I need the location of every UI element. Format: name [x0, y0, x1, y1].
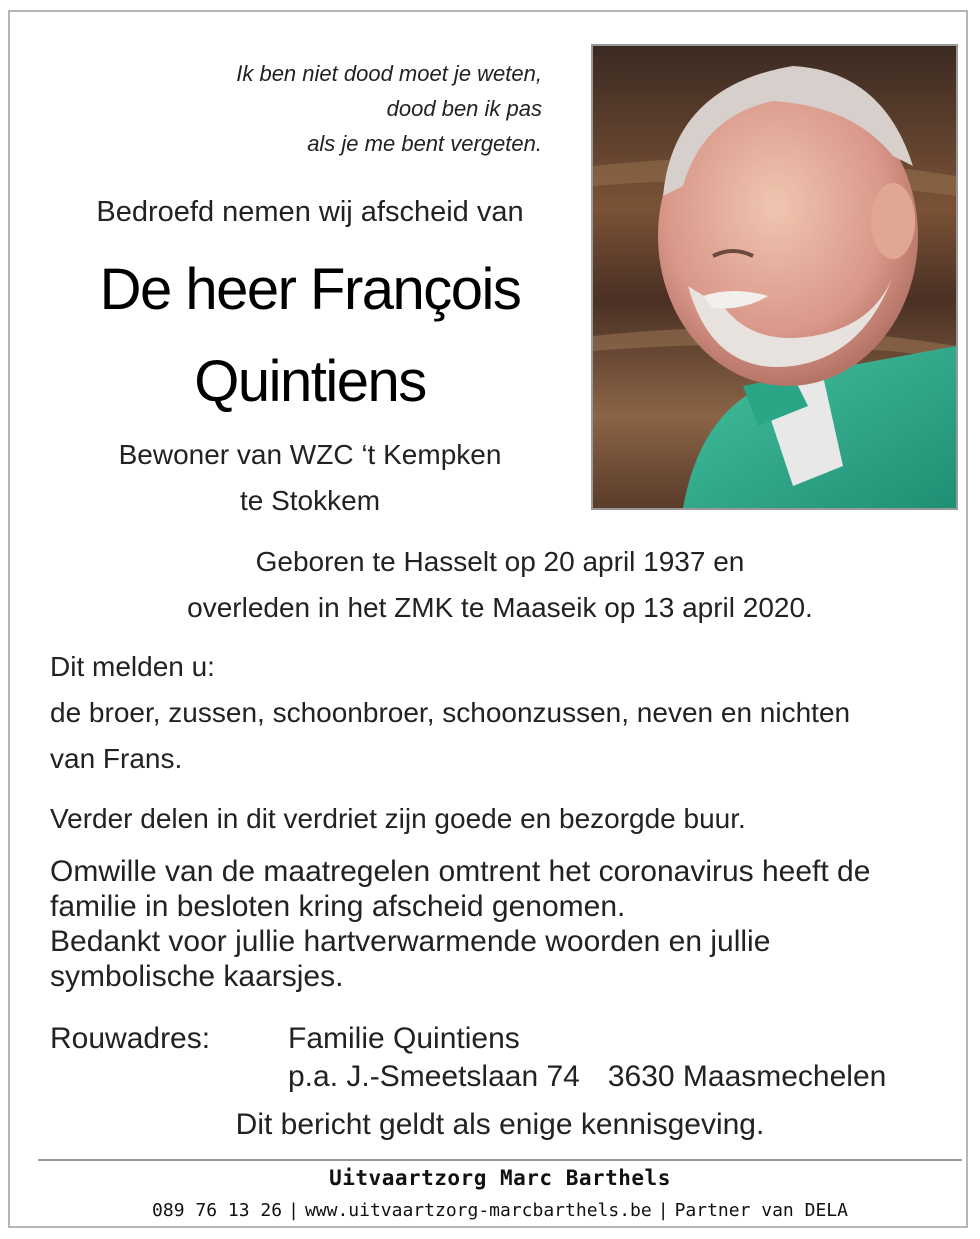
separator: |: [657, 1200, 669, 1221]
address-street: p.a. J.-Smeetslaan 74: [288, 1060, 580, 1093]
announcement-line: Dit melden u:: [50, 651, 215, 682]
announcement-line: van Frans.: [50, 743, 183, 774]
name-line: Quintiens: [194, 349, 426, 414]
obituary-card: [8, 10, 968, 1228]
divider: [38, 1159, 962, 1161]
birth-death-dates: [30, 539, 970, 631]
phone-number: 089 76 13 26: [152, 1200, 283, 1221]
poem: [236, 56, 542, 161]
address-label: Rouwadres:: [50, 1022, 211, 1055]
announcement: [50, 644, 960, 782]
portrait-photo: [591, 44, 958, 510]
address-family: Familie Quintiens: [288, 1022, 520, 1055]
funeral-home-contact: [30, 1200, 970, 1221]
address-city: 3630 Maasmechelen: [607, 1060, 887, 1093]
residence-text: [40, 432, 580, 524]
covid-line: symbolische kaarsjes.: [50, 960, 344, 993]
separator: |: [288, 1200, 299, 1221]
covid-line: Omwille van de maatregelen omtrent het coronavirus heeft de: [50, 855, 871, 888]
shared-grief-text: Verder delen in dit verdriet zijn goede en bezorgde buur.: [50, 803, 746, 834]
address-street-line: [288, 1058, 886, 1096]
name-line: De heer François: [99, 257, 521, 322]
residence-line: te Stokkem: [239, 485, 381, 516]
poem-line: als je me bent vergeten.: [307, 131, 542, 156]
funeral-home-name: Uitvaartzorg Marc Barthels: [329, 1166, 671, 1190]
covid-line: familie in besloten kring afscheid genomen.: [50, 890, 626, 923]
dates-line: overleden in het ZMK te Maaseik op 13 april 2020.: [187, 592, 813, 623]
sole-notice-text: Dit bericht geldt als enige kennisgeving.: [235, 1108, 765, 1141]
poem-line: Ik ben niet dood moet je weten,: [236, 61, 542, 86]
announcement-line: de broer, zussen, schoonbroer, schoonzussen, neven en nichten: [50, 697, 851, 728]
covid-notice: [50, 854, 960, 994]
intro-text: Bedroefd nemen wij afscheid van: [96, 196, 524, 228]
residence-line: Bewoner van WZC ‘t Kempken: [118, 439, 502, 470]
deceased-name: [30, 244, 590, 428]
poem-line: dood ben ik pas: [386, 96, 542, 121]
covid-line: Bedankt voor jullie hartverwarmende woorden en jullie: [50, 925, 771, 958]
partner-text: Partner van DELA: [674, 1200, 848, 1221]
dates-line: Geboren te Hasselt op 20 april 1937 en: [255, 546, 745, 577]
website-link[interactable]: www.uitvaartzorg-marcbarthels.be: [304, 1200, 652, 1221]
